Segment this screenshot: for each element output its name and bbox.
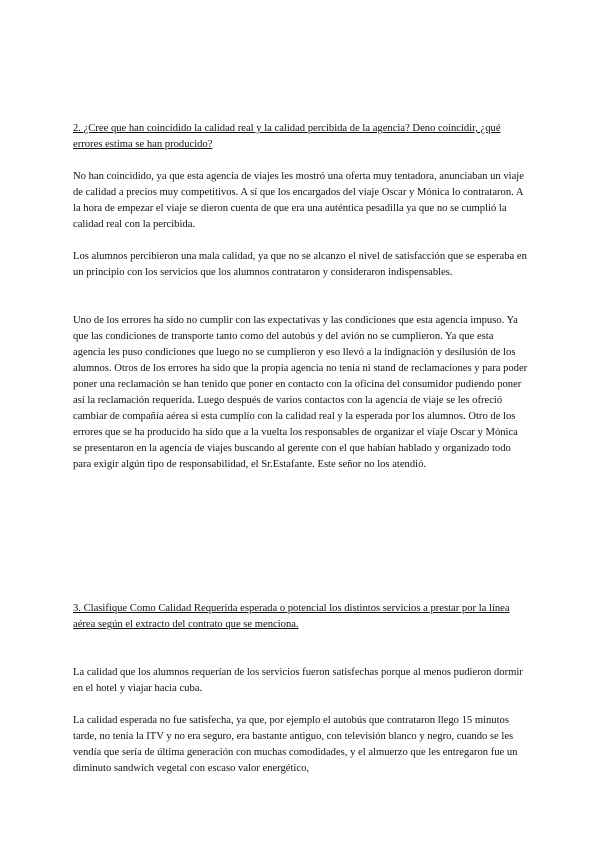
question-2-heading: 2. ¿Cree que han coincidido la calidad real y la calidad percibida de la agencia? Deno coincidir, ¿qué errores estima se han producido?	[73, 123, 501, 150]
question-2-paragraph-2: Los alumnos percibieron una mala calidad, ya que no se alcanzo el nivel de satisfacción que se esperaba en un principio con los servicios que los alumnos contrataron y consideraron indispensables.	[73, 251, 527, 278]
question-3-paragraph-1: La calidad que los alumnos requerían de los servicios fueron satisfechas porque al menos pudieron dormir en el hotel y viajar hacia cuba.	[73, 667, 523, 694]
question-2-paragraph-1: No han coincidido, ya que esta agencia de viajes les mostró una oferta muy tentadora, anunciaban un viaje de calidad a precios muy competitivos. A sí que los encargados del viaje Oscar y Mónica lo contrataron. A la hora de empezar el viaje se dieron cuenta de que era una auténtica pesadilla ya que no se cumplió la calidad real con la percibida.	[73, 171, 524, 230]
question-2-paragraph-3: Uno de los errores ha sido no cumplir con las expectativas y las condiciones que esta agencia impuso. Ya que las condiciones de transporte tanto como del autobús y del avión no se cumplieron. Ya que esta agencia les puso condiciones que luego no se cumplieron y eso llevó a la indignación y desilusión de los alumnos. Otros de los errores ha sido que la propia agencia no tenia ni stand de reclamaciones y para poder poner una reclamación se han tenido que poner en contacto con la oficina del consumidor pudiendo poner así la reclamación requerida. Luego después de varios contactos con la agencia de viaje se les ofreció cambiar de compañía aérea si esta cumplío con la calidad real y la esperada por los alumnos. Otro de los errores que se ha producido ha sido que a la vuelta los responsables de organizar el viaje Oscar y Mónica se presentaron en la agencia de viajes buscando al gerente con el que habían hablado y organizado todo para exigir algún tipo de responsabilidad, el Sr.Estafante. Este señor no los atendió.	[73, 315, 528, 470]
question-3-paragraph-2: La calidad esperada no fue satisfecha, ya que, por ejemplo el autobús que contrataron llego 15 minutos tarde, no tenía la ITV y no era seguro, era bastante antiguo, con televisión blanco y negro, cuando se les vendía que sería de última generación con muchas comodidades, y el almuerzo que les entregaron fue un diminuto sandwich vegetal con escaso valor energético,	[73, 715, 518, 774]
question-3-heading: 3. Clasifique Como Calidad Requerida esperada o potencial los distintos servicios a prestar por la línea aérea según el extracto del contrato que se menciona.	[73, 603, 510, 630]
